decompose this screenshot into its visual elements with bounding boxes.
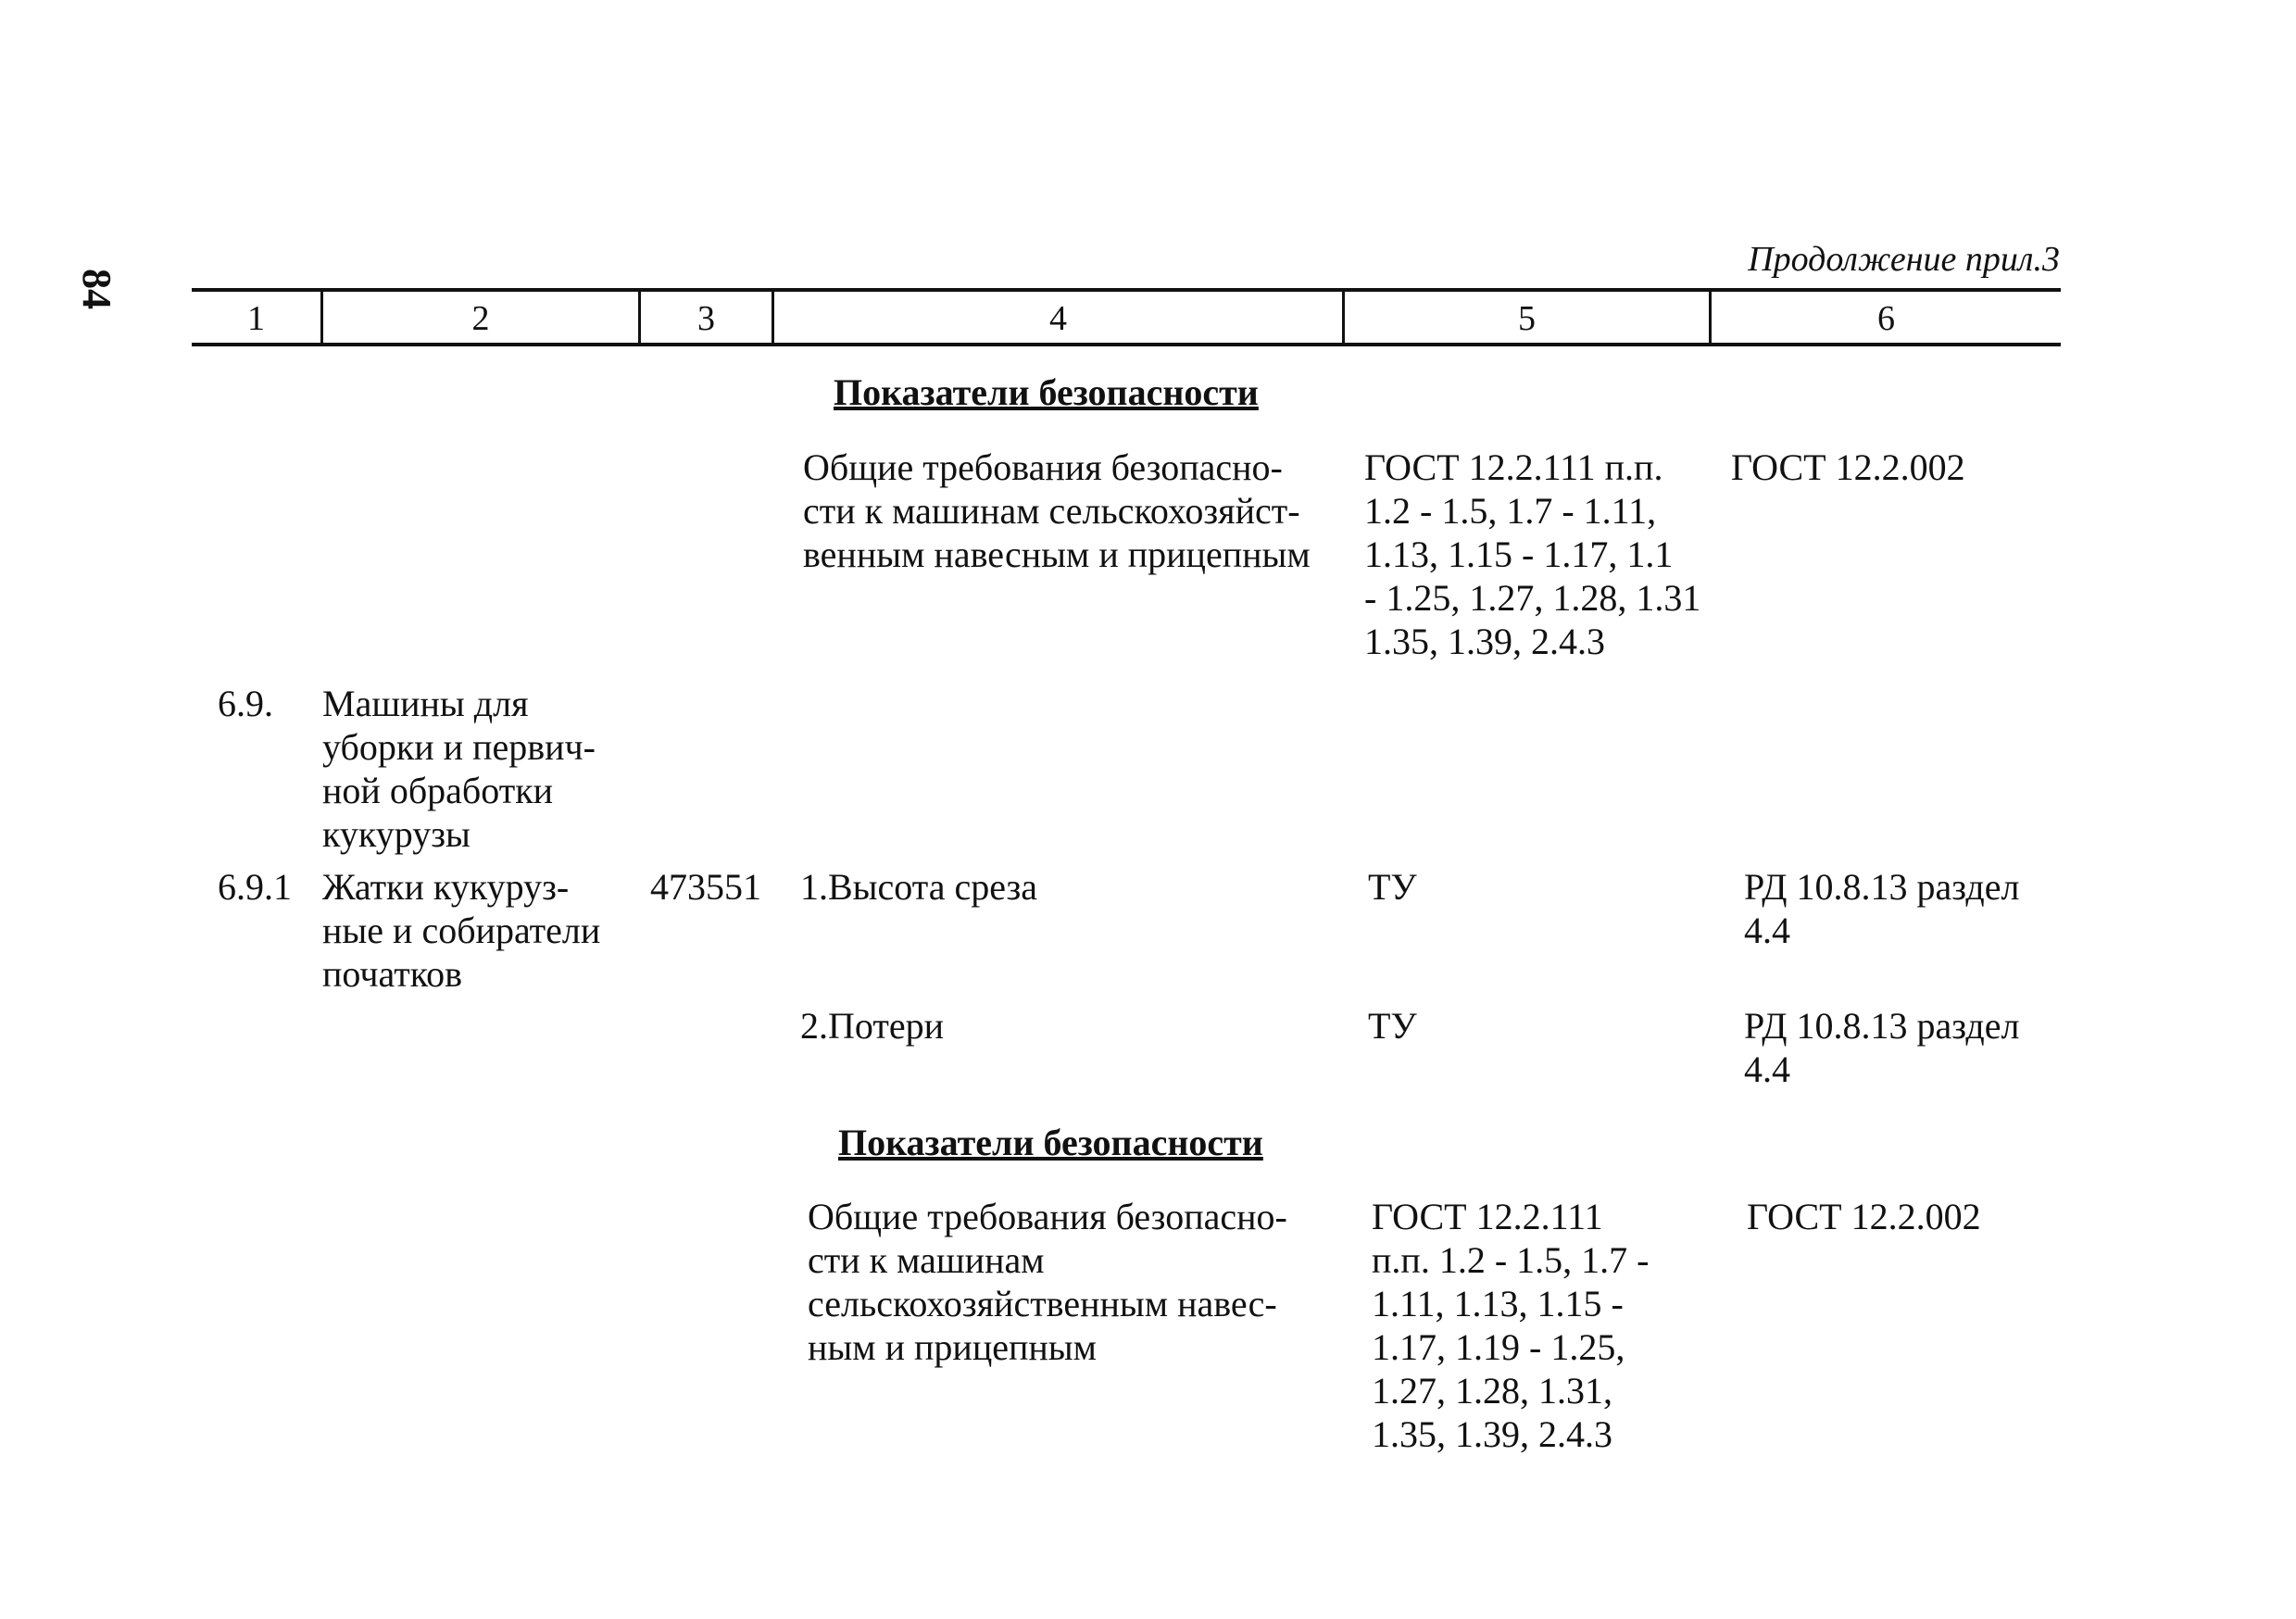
text-line: Жатки кукуруз-	[322, 866, 570, 908]
text-line: ГОСТ 12.2.111 п.п.	[1364, 446, 1663, 488]
text-line: ной обработки	[322, 770, 554, 811]
text-line: сельскохозяйственным навес-	[808, 1283, 1277, 1324]
section2-requirements	[808, 1195, 1287, 1369]
item-code: 473551	[650, 866, 761, 908]
text-line: ным и прицепным	[808, 1326, 1097, 1368]
standard-ref: ТУ	[1368, 866, 1417, 908]
text-line: 1.13, 1.15 - 1.17, 1.1	[1364, 533, 1674, 575]
item-name	[322, 865, 600, 996]
text-line: 1.17, 1.19 - 1.25,	[1372, 1326, 1625, 1368]
section1-requirements	[803, 446, 1311, 576]
section-heading: Показатели безопасности	[838, 1122, 1263, 1163]
text-line: 1.35, 1.39, 2.4.3	[1364, 621, 1605, 662]
test-method	[1744, 1004, 2019, 1091]
header-top-rule	[192, 288, 2061, 292]
column-number-2: 2	[471, 299, 490, 338]
text-line: РД 10.8.13 раздел	[1744, 866, 2020, 908]
text-line: ГОСТ 12.2.002	[1731, 446, 1965, 488]
section1-test-method	[1731, 446, 1965, 489]
text-line: 1.2 - 1.5, 1.7 - 1.11,	[1364, 490, 1657, 532]
section2-standard-refs	[1372, 1195, 1649, 1456]
section1-standard-refs	[1364, 446, 1700, 663]
group-number: 6.9.	[218, 683, 273, 724]
text-line: ГОСТ 12.2.111	[1372, 1196, 1603, 1237]
text-line: 1.35, 1.39, 2.4.3	[1372, 1413, 1612, 1455]
page-number: 84	[74, 269, 119, 309]
text-line: 4.4	[1744, 910, 1790, 951]
test-method	[1744, 865, 2019, 952]
header-bottom-rule	[192, 343, 2061, 346]
column-number-5: 5	[1518, 299, 1536, 338]
column-number-3: 3	[697, 299, 715, 338]
column-number-6: 6	[1877, 299, 1895, 338]
text-line: - 1.25, 1.27, 1.28, 1.31	[1364, 577, 1701, 619]
text-line: уборки и первич-	[322, 726, 596, 768]
indicator: 2.Потери	[800, 1005, 944, 1047]
column-number-4: 4	[1049, 299, 1067, 338]
text-line: 1.11, 1.13, 1.15 -	[1372, 1283, 1624, 1324]
text-line: початков	[322, 953, 462, 995]
group-name	[322, 682, 596, 856]
section-heading: Показатели безопасности	[834, 371, 1259, 413]
text-line: сти к машинам	[808, 1239, 1045, 1281]
text-line: 4.4	[1744, 1048, 1790, 1090]
text-line: Общие требования безопасно-	[803, 446, 1283, 488]
section2-test-method	[1747, 1195, 1981, 1238]
column-number-1: 1	[247, 299, 265, 338]
indicator: 1.Высота среза	[800, 866, 1038, 908]
continuation-note: Продолжение прил.3	[1748, 240, 2060, 279]
text-line: сти к машинам сельскохозяйст-	[803, 490, 1300, 532]
text-line: Общие требования безопасно-	[808, 1196, 1287, 1237]
text-line: Машины для	[322, 683, 529, 724]
text-line: ные и собиратели	[322, 910, 601, 951]
standard-ref: ТУ	[1368, 1005, 1417, 1047]
text-line: 1.27, 1.28, 1.31,	[1372, 1370, 1612, 1412]
text-line: кукурузы	[322, 813, 470, 855]
text-line: п.п. 1.2 - 1.5, 1.7 -	[1372, 1239, 1650, 1281]
text-line: ГОСТ 12.2.002	[1747, 1196, 1981, 1237]
item-number: 6.9.1	[218, 866, 292, 908]
text-line: РД 10.8.13 раздел	[1744, 1005, 2020, 1047]
text-line: венным навесным и прицепным	[803, 533, 1311, 575]
